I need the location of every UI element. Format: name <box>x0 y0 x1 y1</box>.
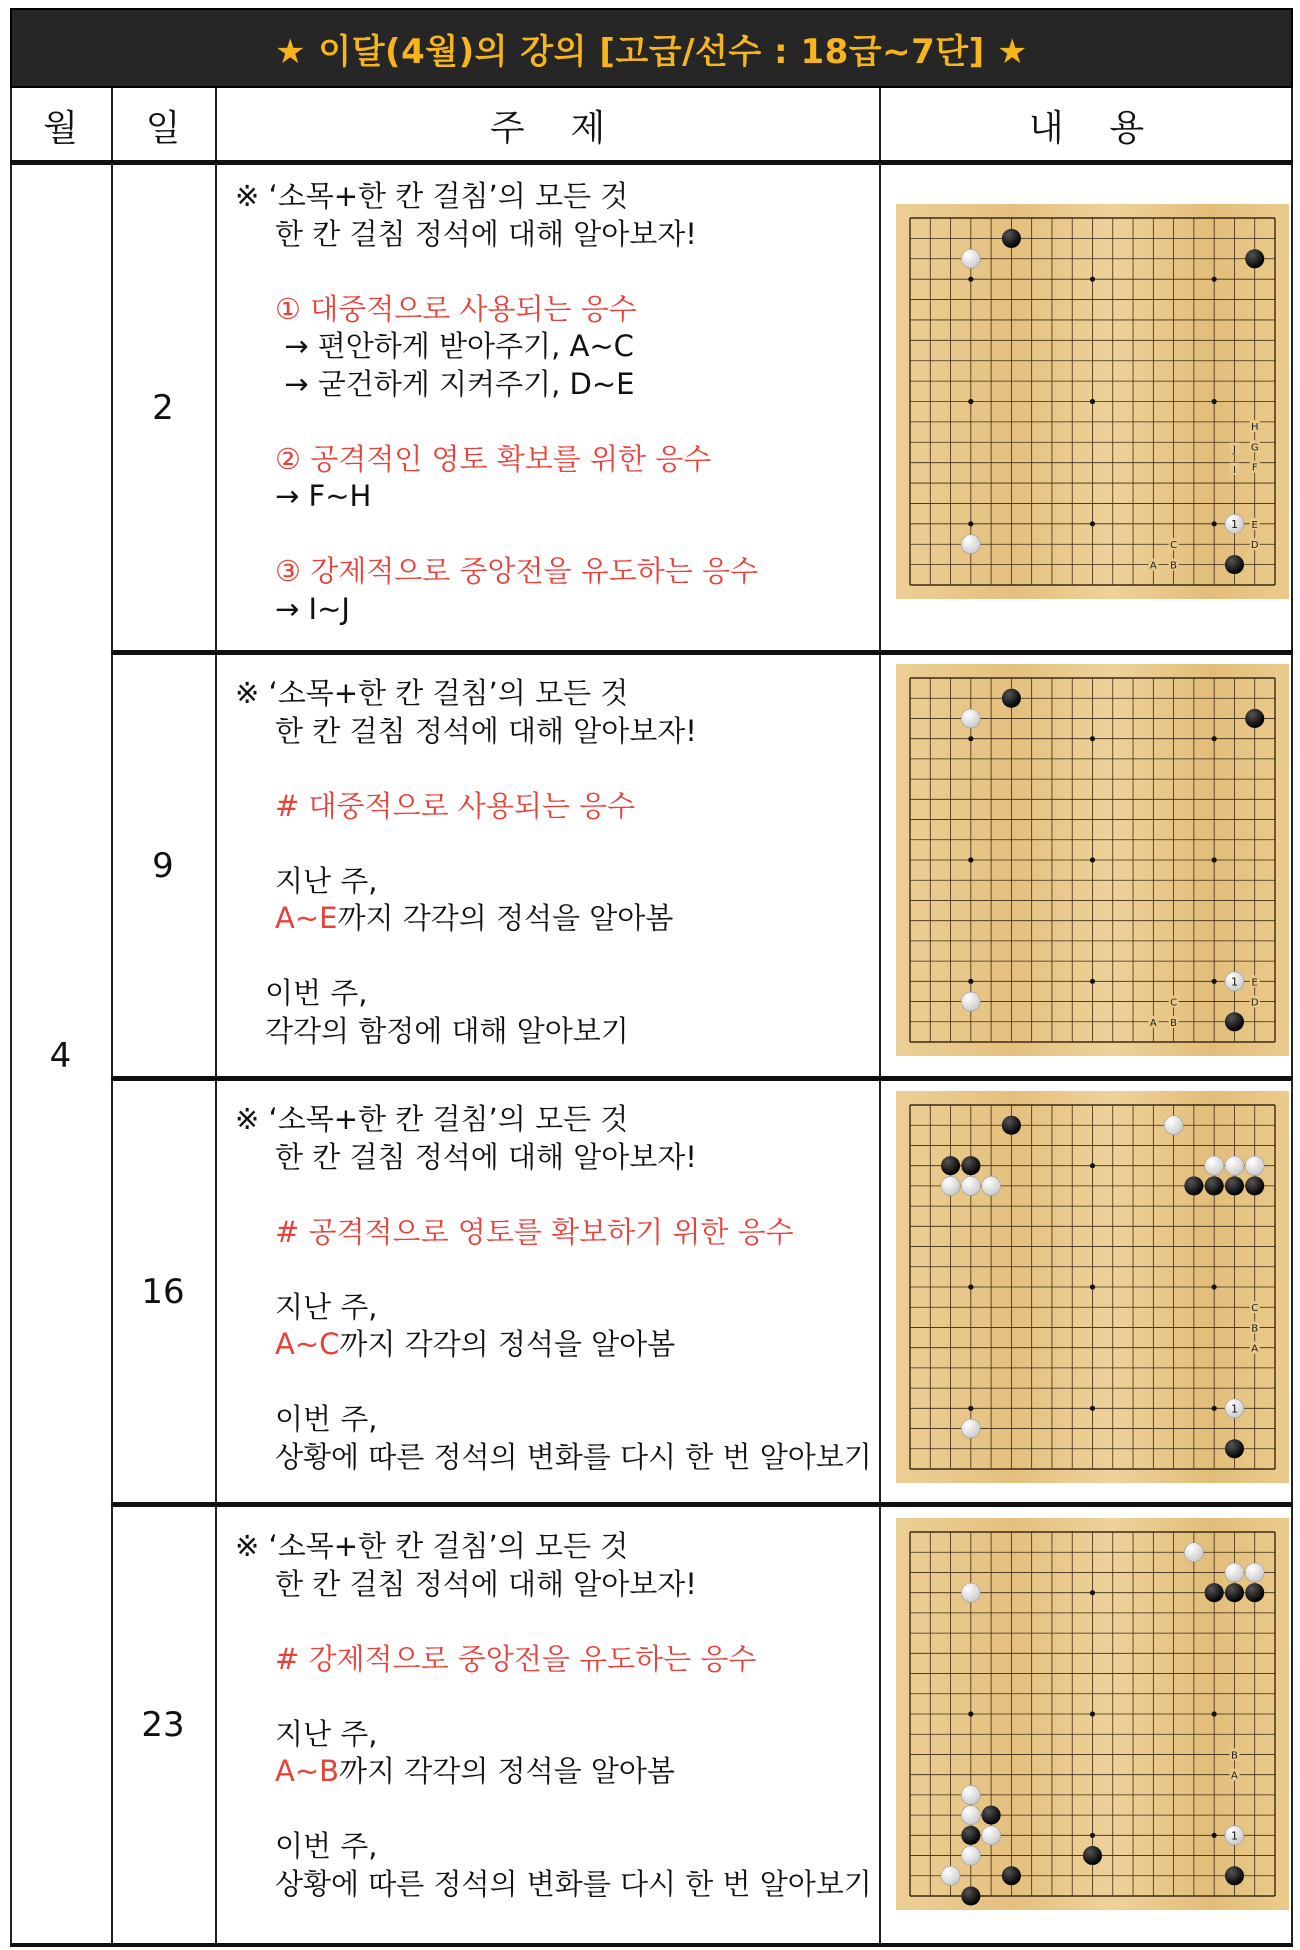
white-stone <box>961 1846 980 1865</box>
board-label: B <box>1251 1323 1259 1335</box>
move-number: 1 <box>1230 1402 1238 1416</box>
month-cell: 4 <box>49 1036 72 1076</box>
board-label: A <box>1231 1770 1238 1782</box>
star-point <box>1212 1833 1217 1838</box>
white-stone <box>961 249 980 268</box>
day-cell: 9 <box>152 845 174 886</box>
topic-line: 각각의 함정에 대해 알아보기 <box>265 1013 629 1048</box>
black-stone <box>982 1806 1001 1825</box>
star-point <box>1090 399 1095 404</box>
black-stone <box>1245 709 1264 728</box>
topic-line <box>235 1753 880 1791</box>
white-stone <box>941 1866 960 1885</box>
go-board <box>896 1518 1289 1910</box>
black-stone <box>961 1156 980 1175</box>
star-point <box>1212 979 1217 984</box>
board-label: A <box>1149 560 1157 572</box>
board-label: E <box>1251 519 1258 531</box>
topic-line: ※ ‘소목+한 칸 걸침’의 모든 것 <box>235 1102 629 1136</box>
board-label: F <box>1251 462 1258 474</box>
divider <box>10 1943 1293 1947</box>
black-stone <box>1225 555 1244 574</box>
black-stone <box>1205 1176 1224 1195</box>
board-label: E <box>1251 977 1258 989</box>
topic-line: 지난 주, <box>275 1716 378 1751</box>
topic-line-part: A~C <box>275 1327 340 1361</box>
white-stone <box>1164 1116 1183 1135</box>
star-point <box>1212 277 1217 282</box>
topic-line: 이번 주, <box>275 1829 378 1863</box>
black-stone <box>1002 1866 1021 1885</box>
star-point <box>968 277 973 282</box>
board-label: C <box>1170 997 1178 1009</box>
star-point <box>1212 521 1217 526</box>
topic-line <box>235 900 880 938</box>
topic-line <box>235 1791 880 1829</box>
black-stone <box>1002 1116 1021 1135</box>
white-stone <box>961 1419 980 1438</box>
topic-line: 지난 주, <box>275 1289 378 1324</box>
go-board-svg <box>896 204 1289 599</box>
topic-line: → I~J <box>275 591 350 626</box>
star-point <box>1212 1284 1217 1289</box>
black-stone <box>1225 1583 1244 1602</box>
topic-line: 이번 주, <box>265 976 368 1010</box>
black-stone <box>1205 1583 1224 1602</box>
white-stone <box>961 709 980 728</box>
topic-line-part: A~E <box>275 901 338 935</box>
white-stone <box>1245 1563 1264 1582</box>
star-point <box>968 521 973 526</box>
go-board <box>896 204 1289 599</box>
black-stone <box>961 1886 980 1905</box>
white-stone <box>961 1583 980 1602</box>
topic-text <box>225 1528 880 1903</box>
topic-line <box>235 1326 880 1364</box>
topic-line: ③ 강제적으로 중앙전을 유도하는 응수 <box>275 554 759 588</box>
topic-line: # 공격적으로 영토를 확보하기 위한 응수 <box>275 1214 794 1249</box>
white-stone <box>961 1806 980 1825</box>
topic-line <box>235 825 880 863</box>
board-label: B <box>1170 560 1178 572</box>
star-point <box>1090 277 1095 282</box>
divider <box>111 1502 1293 1507</box>
white-stone <box>982 1176 1001 1195</box>
star-point <box>1090 1406 1095 1411</box>
move-number: 1 <box>1230 517 1238 531</box>
topic-text <box>225 178 880 628</box>
white-stone <box>1205 1156 1224 1175</box>
white-stone <box>941 1176 960 1195</box>
star-point <box>968 1284 973 1289</box>
star-point <box>1212 857 1217 862</box>
star-point <box>1090 736 1095 741</box>
topic-line: 상황에 따른 정석의 변화를 다시 한 번 알아보기 <box>275 1866 872 1901</box>
topic-line-part: 까지 각각의 정석을 알아봄 <box>339 1327 676 1361</box>
topic-line <box>235 253 880 291</box>
divider <box>1291 88 1293 1946</box>
white-stone <box>1184 1543 1203 1562</box>
day-cell: 2 <box>152 387 174 428</box>
topic-line <box>235 1364 880 1402</box>
schedule-table <box>10 8 1293 1946</box>
star-point <box>1090 1711 1095 1716</box>
star-point <box>968 979 973 984</box>
topic-line-part: A~B <box>275 1754 340 1788</box>
board-label: H <box>1250 421 1259 433</box>
header-content: 내 용 <box>1028 107 1145 149</box>
black-stone <box>1245 1583 1264 1602</box>
topic-line: ② 공격적인 영토 확보를 위한 응수 <box>275 441 712 476</box>
topic-line: 한 칸 걸침 정석에 대해 알아보자! <box>275 216 697 251</box>
white-stone <box>1225 1563 1244 1582</box>
black-stone <box>1225 1439 1244 1458</box>
topic-line: ※ ‘소목+한 칸 걸침’의 모든 것 <box>235 1529 629 1563</box>
black-stone <box>1083 1846 1102 1865</box>
topic-line: 한 칸 걸침 정석에 대해 알아보자! <box>275 1139 697 1174</box>
board-label: C <box>1170 540 1178 552</box>
go-board-svg <box>896 1091 1289 1483</box>
board-label: J <box>1232 444 1236 456</box>
black-stone <box>1002 229 1021 248</box>
page-title-banner: ★ 이달(4월)의 강의 [고급/선수 : 18급~7단] ★ <box>10 8 1293 88</box>
black-stone <box>941 1156 960 1175</box>
white-stone <box>961 535 980 554</box>
white-stone <box>982 1826 1001 1845</box>
topic-line: # 대중적으로 사용되는 응수 <box>275 788 636 823</box>
move-number: 1 <box>1230 975 1238 989</box>
go-board-svg <box>896 664 1289 1056</box>
topic-line <box>235 403 880 441</box>
divider <box>215 88 217 1946</box>
topic-line-part: 까지 각각의 정석을 알아봄 <box>337 901 674 935</box>
topic-text <box>225 1101 880 1476</box>
board-label: B <box>1170 1017 1178 1029</box>
star-point <box>1090 1833 1095 1838</box>
black-stone <box>961 1826 980 1845</box>
topic-line <box>235 750 880 788</box>
topic-line: → 편안하게 받아주기, A~C <box>275 329 634 363</box>
go-board <box>896 664 1289 1056</box>
topic-line <box>235 1176 880 1214</box>
board-label: D <box>1250 540 1259 552</box>
white-stone <box>961 1785 980 1804</box>
board-label: B <box>1231 1750 1238 1762</box>
star-point <box>1090 1163 1095 1168</box>
star-point <box>968 857 973 862</box>
divider <box>111 1076 1293 1081</box>
divider <box>111 650 1293 655</box>
star-point <box>1212 1406 1217 1411</box>
topic-line <box>235 516 880 554</box>
black-stone <box>1225 1866 1244 1885</box>
star-point <box>968 1406 973 1411</box>
topic-line: 상황에 따른 정석의 변화를 다시 한 번 알아보기 <box>275 1439 872 1474</box>
topic-line: → F~H <box>275 479 372 513</box>
topic-line-part: 까지 각각의 정석을 알아봄 <box>339 1754 675 1788</box>
topic-line: 이번 주, <box>275 1402 378 1436</box>
topic-line <box>235 938 880 976</box>
header-day: 일 <box>145 107 181 149</box>
day-cell: 16 <box>141 1271 185 1312</box>
star-point <box>1090 857 1095 862</box>
white-stone <box>1225 1156 1244 1175</box>
board-label: A <box>1149 1017 1157 1029</box>
black-stone <box>1245 1176 1264 1195</box>
white-stone <box>961 992 980 1011</box>
white-stone <box>1245 1156 1264 1175</box>
topic-line: 한 칸 걸침 정석에 대해 알아보자! <box>275 1566 697 1601</box>
topic-text <box>225 675 880 1050</box>
header-month: 월 <box>43 107 78 149</box>
black-stone <box>1225 1176 1244 1195</box>
board-label: G <box>1250 442 1259 454</box>
go-board-svg <box>896 1518 1289 1910</box>
star-point <box>1212 399 1217 404</box>
black-stone <box>1184 1176 1203 1195</box>
board-label: I <box>1232 464 1236 476</box>
topic-line: ※ ‘소목+한 칸 걸침’의 모든 것 <box>235 179 629 213</box>
move-number: 1 <box>1230 1829 1238 1843</box>
black-stone <box>1002 689 1021 708</box>
topic-line <box>235 1678 880 1716</box>
topic-line <box>235 1603 880 1641</box>
topic-line: → 굳건하게 지켜주기, D~E <box>275 366 635 401</box>
star-point <box>1090 979 1095 984</box>
topic-line: 한 칸 걸침 정석에 대해 알아보자! <box>275 713 697 748</box>
star-point <box>968 736 973 741</box>
board-label: C <box>1251 1303 1259 1315</box>
go-board <box>896 1091 1289 1483</box>
star-point <box>1090 1284 1095 1289</box>
black-stone <box>1225 1012 1244 1031</box>
topic-line: 지난 주, <box>275 863 378 898</box>
star-point <box>968 1711 973 1716</box>
star-point <box>1212 1711 1217 1716</box>
black-stone <box>1245 249 1264 268</box>
star-point <box>1090 1590 1095 1595</box>
board-label: D <box>1250 997 1259 1009</box>
topic-line: # 강제적으로 중앙전을 유도하는 응수 <box>275 1641 757 1676</box>
topic-line <box>235 1251 880 1289</box>
star-point <box>1090 521 1095 526</box>
white-stone <box>961 1176 980 1195</box>
star-point <box>968 399 973 404</box>
header-topic: 주 제 <box>489 107 606 149</box>
topic-line: ※ ‘소목+한 칸 걸침’의 모든 것 <box>235 676 629 710</box>
day-cell: 23 <box>141 1705 185 1745</box>
topic-line: ① 대중적으로 사용되는 응수 <box>275 291 637 326</box>
board-label: A <box>1251 1343 1259 1355</box>
star-point <box>1212 736 1217 741</box>
